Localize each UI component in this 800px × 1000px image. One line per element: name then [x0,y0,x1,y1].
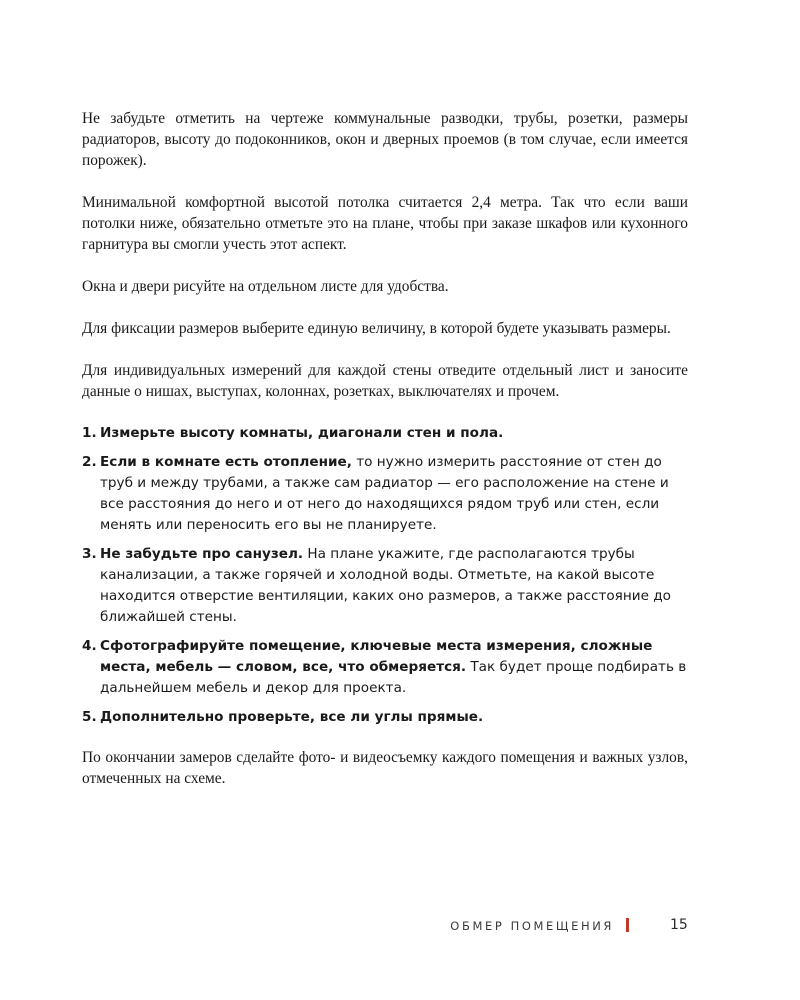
list-item-text: то нужно измерить расстояние от стен до труб и между трубами, а также сам радиатор — его расположение на стене и все расстояния до него и от него до находящихся рядом труб или стен, если менять или переносить его вы не планируете. [100,454,669,533]
page-footer [0,915,800,939]
page-number: 15 [670,917,688,933]
list-item-number: 5. [82,709,97,725]
paragraph: Не забудьте отметить на чертеже коммунальные разводки, трубы, розетки, размеры радиаторов, высоту до подоконников, окон и дверных проемов (в том случае, если имеется порожек). [82,110,688,169]
paragraph: Для фиксации размеров выберите единую величину, в которой будете указывать размеры. [82,320,671,337]
list-item [82,707,688,728]
list-item [82,544,688,628]
accent-bar [626,918,629,932]
list-item [82,452,688,536]
paragraph: Окна и двери рисуйте на отдельном листе для удобства. [82,278,449,295]
list-item-text: Так будет проще подбирать в дальнейшем мебель и декор для проекта. [100,659,687,696]
paragraph: Минимальной комфортной высотой потолка считается 2,4 метра. Так что если ваши потолки ниже, обязательно отметьте это на плане, чтобы при заказе шкафов или кухонного гарнитура вы смогли учесть этот аспект. [82,194,688,253]
list-item-bold-text: Если в комнате есть отопление, [100,454,352,470]
list-item-text: На плане укажите, где располагаются трубы канализации, а также горячей и холодной воды. Отметьте, на какой высоте находится отверстие вентиляции, каких оно размеров, а также расстояние до ближайшей стены. [100,546,671,625]
list-item [82,636,688,699]
closing-paragraph: По окончании замеров сделайте фото- и видеосъемку каждого помещения и важных узлов, отмеченных на схеме. [82,749,688,787]
list-item-number: 1. [82,425,97,441]
measurement-steps-list [82,423,688,728]
section-title: ОБМЕР ПОМЕЩЕНИЯ [450,919,614,933]
list-item-number: 4. [82,638,97,654]
page-content [82,108,688,810]
list-item-number: 3. [82,546,97,562]
paragraph: Для индивидуальных измерений для каждой стены отведите отдельный лист и заносите данные о нишах, выступах, колоннах, розетках, выключателях и прочем. [82,362,688,400]
list-item-bold-text: Дополнительно проверьте, все ли углы прямые. [100,709,484,725]
list-item [82,423,688,444]
list-item-number: 2. [82,454,97,470]
list-item-bold-text: Измерьте высоту комнаты, диагонали стен и пола. [100,425,504,441]
list-item-bold-text: Сфотографируйте помещение, ключевые места измерения, сложные места, мебель — словом, все, что обмеряется. [100,638,653,675]
list-item-bold-text: Не забудьте про санузел. [100,546,304,562]
